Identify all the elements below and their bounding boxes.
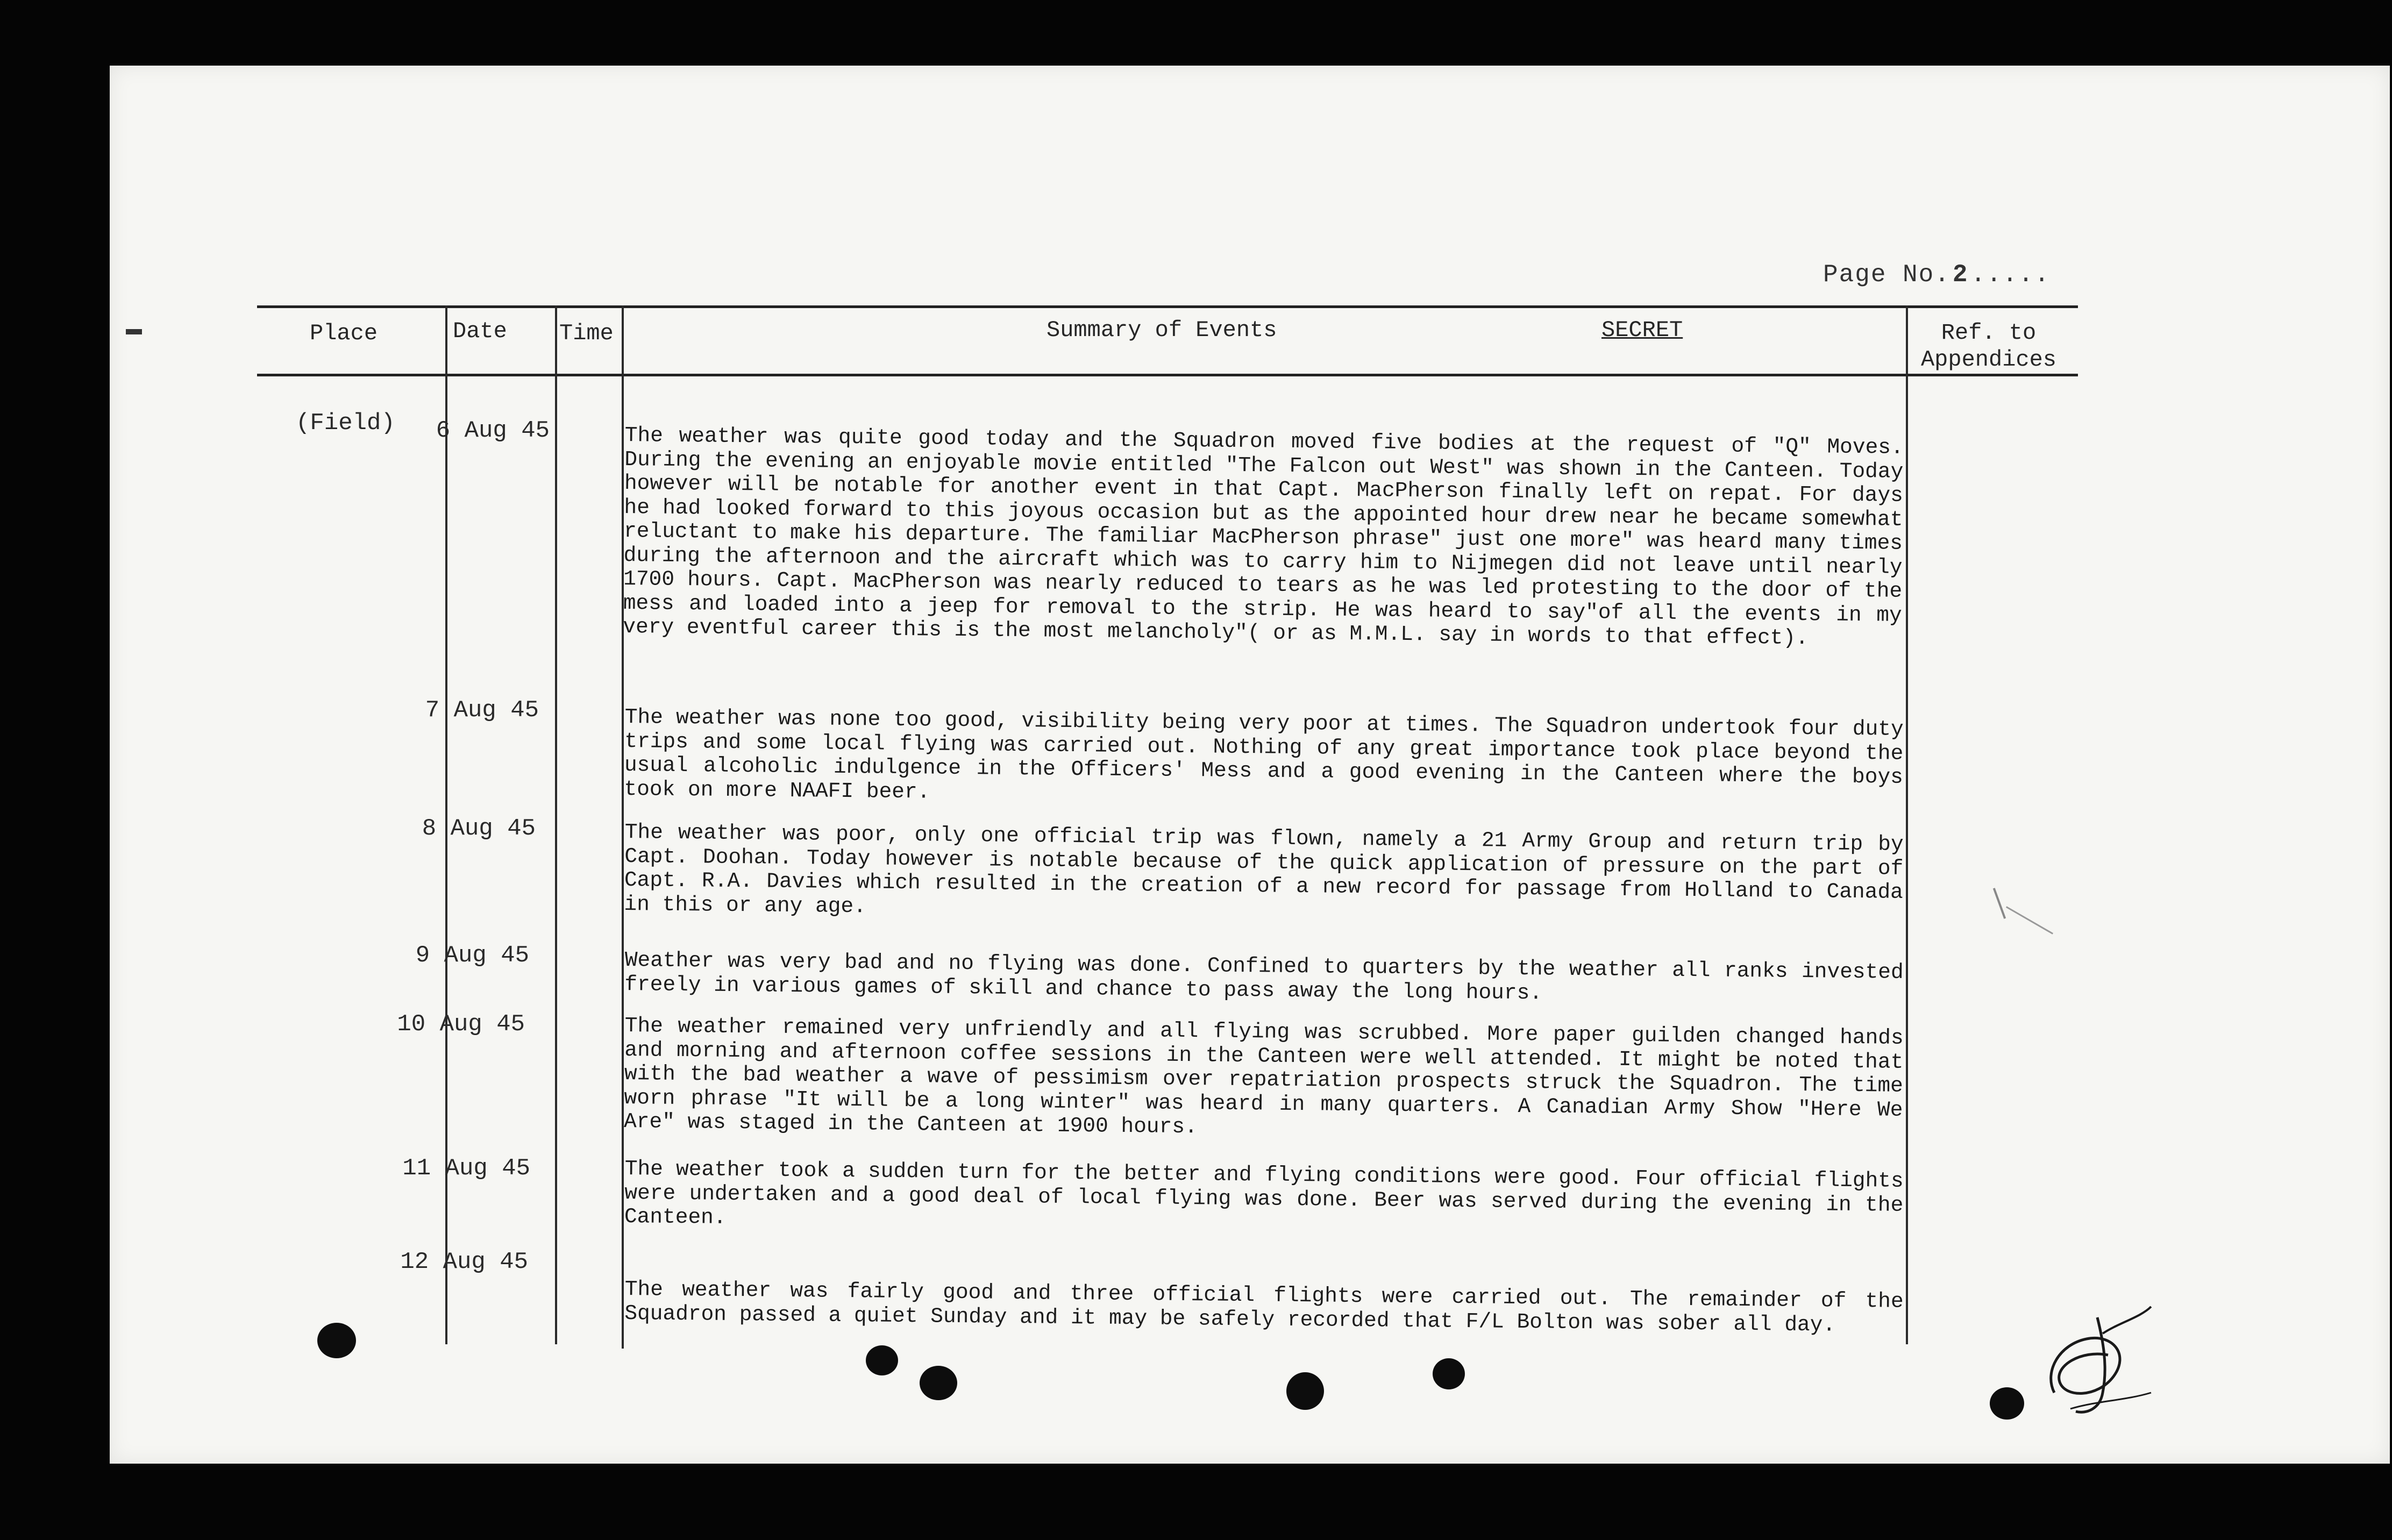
entry-date: 7 Aug 45 — [425, 697, 539, 724]
page-number-label: Page No. — [1823, 261, 1950, 289]
entry-date: 8 Aug 45 — [422, 815, 536, 842]
page-number — [1823, 261, 2050, 289]
summary-header: Summary of Events — [1046, 317, 1277, 343]
header-bottom-rule — [257, 374, 2078, 376]
entry-text: The weather was fairly good and three official flights were carried out. The remainder of the Squadron passed a quiet Sunday and it may be safely recorded that F/L Bolton was sober all day. — [624, 1277, 1904, 1337]
summary-ref-divider — [1906, 305, 1908, 1344]
time-header: Time — [559, 320, 614, 346]
entry-date: 12 Aug 45 — [400, 1249, 528, 1275]
ref-header-line2: Appendices — [1920, 347, 2057, 373]
place-value: (Field) — [296, 410, 395, 437]
date-header: Date — [453, 318, 507, 344]
margin-mark — [126, 329, 142, 334]
place-header: Place — [310, 320, 378, 346]
punch-hole-blot — [920, 1366, 957, 1400]
page-number-dots: ..... — [1970, 261, 2051, 289]
entry-text: The weather was none too good, visibility being very poor at times. The Squadron undertook four duty trips and some local flying was carried out. Nothing of any great importance took place beyond the usual alcoholic indulgence in the Officers' Mess and a good evening in the Canteen where the boys took on more NAAFI beer. — [624, 705, 1904, 804]
entry-text: The weather was poor, only one official trip was flown, namely a 21 Army Group and return trip by Capt. Doohan. Today however is notable because of the quick application of pressure on the part of Capt. R.A. Davies which resulted in the creation of a new record for passage from Holland to Canada in this or any age. — [624, 820, 1904, 918]
punch-hole-blot — [1990, 1387, 2024, 1420]
date-time-divider — [555, 305, 557, 1344]
entry-date: 9 Aug 45 — [415, 942, 529, 969]
entry-date: 6 Aug 45 — [436, 417, 550, 444]
entry-text: The weather took a sudden turn for the better and flying conditions were good. Four official flights were undertaken and a good deal of local flying was done. Beer was served during the evening in the Canteen. — [624, 1157, 1904, 1230]
header-top-rule — [257, 305, 2078, 308]
page-number-value: 2 — [1952, 261, 1969, 289]
entry-date: 11 Aug 45 — [402, 1155, 530, 1182]
punch-hole-blot — [317, 1323, 356, 1358]
entry-text: The weather remained very unfriendly and all flying was scrubbed. More paper guilden changed hands and morning and afternoon coffee sessions in the Canteen were well attended. It might be noted that with the bad weather a wave of pessimism over repatriation prospects struck the Squadron. The time worn phrase "It will be a long winter" was heard in many quarters. A Canadian Army Show "Here We Are" was staged in the Canteen at 1900 hours. — [623, 1014, 1904, 1139]
ref-appendices-header — [1908, 319, 2069, 373]
entry-text: Weather was very bad and no flying was done. Confined to quarters by the weather all ranks invested freely in various games of skill and chance to pass away the long hours. — [624, 948, 1904, 1005]
secret-classification: SECRET — [1601, 317, 1683, 343]
handwritten-initials-signature — [2022, 1285, 2162, 1425]
punch-hole-blot — [1433, 1358, 1465, 1389]
entry-date: 10 Aug 45 — [397, 1011, 525, 1038]
punch-hole-blot — [1286, 1372, 1324, 1410]
entry-text: The weather was quite good today and the Squadron moved five bodies at the request of "Q" Moves. During the evening an enjoyable movie entitled "The Falcon out West" was shown in the Canteen. Today however will be notable for another event in that Capt. MacPherson finally left on repat. For days he had looked forward to this joyous occasion but as the appointed hour drew near he became somewhat reluctant to make his departure. The familiar MacPherson phrase" just one more" was heard many times during the afternoon and the aircraft which was to carry him to Nijmegen did not leave until nearly 1700 hours. Capt. MacPherson was nearly reduced to tears as he was led protesting to the door of the mess and loaded into a jeep for removal to the strip. He was heard to say"of all the events in my very eventful career this is the most melancholy"( or as M.M.L. say in words to that effect). — [623, 423, 1904, 651]
ref-header-line1: Ref. to — [1941, 320, 2037, 346]
time-summary-divider — [622, 305, 624, 1349]
punch-hole-blot — [866, 1345, 898, 1375]
